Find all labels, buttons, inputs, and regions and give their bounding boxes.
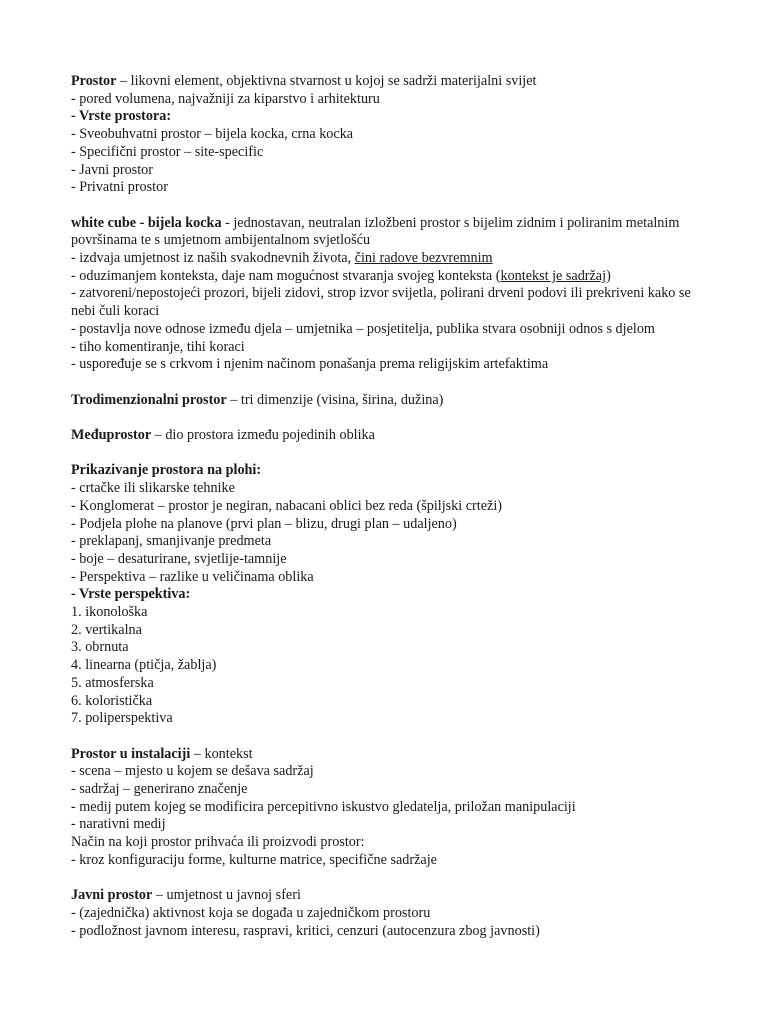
list-item: - uspoređuje se s crkvom i njenim načinom ponašanja prema religijskim artefaktima <box>71 356 549 373</box>
list-item: - Perspektiva – razlike u veličinama oblika <box>71 568 314 585</box>
list-item: - kroz konfiguraciju forme, kulturne matrice, specifične sadržaje <box>71 851 437 868</box>
list-item: - tiho komentiranje, tihi koraci <box>71 338 245 355</box>
list-item: - narativni medij <box>71 816 166 833</box>
list-item: - medij putem kojeg se modificira percepitivno iskustvo gledatelja, priložan manipulaciji <box>71 798 576 815</box>
definition: – likovni element, objektivna stvarnost u kojoj se sadrži materijalni svijet <box>116 73 537 89</box>
numbered-item: 5. atmosferska <box>71 674 154 691</box>
list-item: - Konglomerat – prostor je negiran, nabacani oblici bez reda (špiljski crteži) <box>71 497 502 514</box>
text-line <box>71 108 711 126</box>
list-item: - izdvaja umjetnost iz naših svakodnevnih života, čini radove bezvremnim <box>71 250 493 267</box>
heading: Prikazivanje prostora na plohi: <box>71 462 262 479</box>
list-item: - Sveobuhvatni prostor – bijela kocka, crna kocka <box>71 126 354 143</box>
definition: – kontekst <box>190 745 253 762</box>
list-item: - Specifični prostor – site-specific <box>71 143 264 160</box>
term: Javni prostor <box>71 887 153 904</box>
list-item: - preklapanj, smanjivanje predmeta <box>71 533 272 550</box>
section-meduprostor <box>71 427 711 445</box>
list-item: - Podjela plohe na planove (prvi plan – blizu, drugi plan – udaljeno) <box>71 515 457 532</box>
numbered-item: 6. koloristička <box>71 692 153 709</box>
text-line: - pored volumena, najvažniji za kiparstvo i arhitekturu <box>71 90 380 107</box>
text-line <box>71 462 711 480</box>
list-item: - sadržaj – generirano značenje <box>71 781 248 798</box>
term: Međuprostor <box>71 427 152 444</box>
text-line <box>71 586 711 604</box>
list-item: - oduzimanjem konteksta, daje nam mogućnost stvaranja svojeg konteksta (kontekst je sadržaj) <box>71 267 611 284</box>
list-item: - (zajednička) aktivnost koja se događa u zajedničkom prostoru <box>71 904 431 921</box>
numbered-item: 2. vertikalna <box>71 621 142 638</box>
list-item: - Javni prostor <box>71 161 153 178</box>
definition: – dio prostora između pojedinih oblika <box>151 427 375 444</box>
list-item: - podložnost javnom interesu, raspravi, kritici, cenzuri (autocenzura zbog javnosti) <box>71 922 540 939</box>
term: Prostor <box>71 73 117 89</box>
document-page <box>71 73 711 940</box>
section-white-cube <box>71 215 711 374</box>
term: Trodimenzionalni prostor <box>71 391 227 408</box>
text-line <box>71 215 711 250</box>
definition: - jednostavan, neutralan izložbeni prostor s bijelim zidnim i poliranim metalnim površinama te s umjetnom ambijentalnom svjetlošću <box>71 214 680 249</box>
term: Prostor u instalaciji <box>71 745 191 762</box>
section-prostor <box>71 73 711 197</box>
numbered-item: 3. obrnuta <box>71 639 129 656</box>
list-item: - zatvoreni/nepostojeći prozori, bijeli zidovi, strop izvor svijetla, polirani drveni podovi ili prekriveni kako se nebi čuli koraci <box>71 285 691 320</box>
text-line <box>71 887 711 905</box>
numbered-item: 1. ikonološka <box>71 604 148 621</box>
text-line <box>71 746 711 764</box>
definition: – tri dimenzije (visina, širina, dužina) <box>226 391 444 408</box>
numbered-item: 7. poliperspektiva <box>71 710 173 727</box>
subheading: - Vrste prostora: <box>71 108 172 125</box>
definition: – umjetnost u javnoj sferi <box>152 887 301 904</box>
list-item: - Privatni prostor <box>71 179 168 196</box>
text-line <box>71 73 711 91</box>
list-item: - scena – mjesto u kojem se dešava sadržaj <box>71 763 314 780</box>
section-javni <box>71 887 711 940</box>
list-item: - crtačke ili slikarske tehnike <box>71 480 235 497</box>
list-item: - postavlja nove odnose između djela – umjetnika – posjetitelja, publika stvara osobniji odnos s djelom <box>71 320 655 337</box>
text-line <box>71 392 711 410</box>
numbered-item: 4. linearna (ptičja, žablja) <box>71 657 217 674</box>
text-line: Način na koji prostor prihvaća ili proizvodi prostor: <box>71 834 365 851</box>
underlined-text: kontekst je sadržaj <box>500 267 607 284</box>
text-line <box>71 427 711 445</box>
section-instalacija <box>71 746 711 870</box>
section-prikazivanje <box>71 462 711 728</box>
section-trodimenzionalni <box>71 392 711 410</box>
list-item: - boje – desaturirane, svjetlije-tamnije <box>71 550 287 567</box>
term: white cube - bijela kocka <box>71 214 222 231</box>
underlined-text: čini radove bezvremnim <box>354 250 493 267</box>
subheading: - Vrste perspektiva: <box>71 586 191 603</box>
